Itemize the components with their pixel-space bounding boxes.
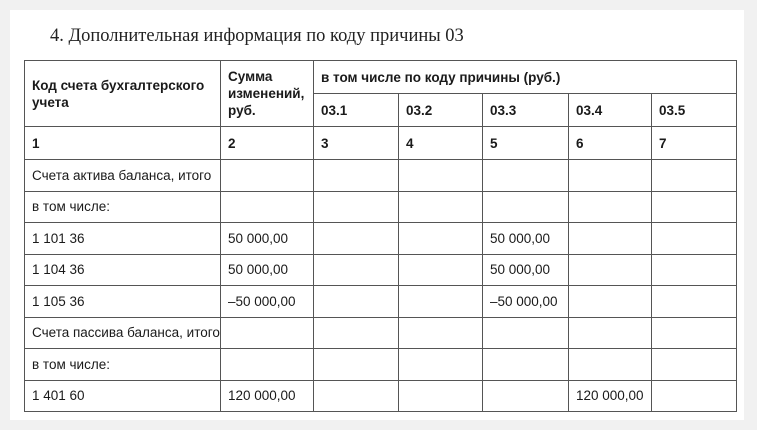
cell-03-1 bbox=[314, 191, 399, 223]
table-row bbox=[25, 191, 737, 223]
cell-sum bbox=[221, 317, 314, 349]
cell-account: в том числе: bbox=[25, 191, 221, 223]
cell-03-1 bbox=[314, 349, 399, 381]
cell-03-5 bbox=[652, 160, 737, 192]
cell-account: Счета пассива баланса, итого bbox=[25, 317, 221, 349]
cell-03-4 bbox=[569, 254, 652, 286]
cell-03-4 bbox=[569, 317, 652, 349]
cell-account: 1 105 36 bbox=[25, 286, 221, 318]
cell-03-1 bbox=[314, 254, 399, 286]
header-code-03-1: 03.1 bbox=[314, 94, 399, 127]
cell-03-1 bbox=[314, 317, 399, 349]
column-number: 1 bbox=[25, 127, 221, 160]
cell-03-1 bbox=[314, 223, 399, 255]
cell-03-2 bbox=[399, 380, 483, 412]
column-number: 7 bbox=[652, 127, 737, 160]
column-number: 3 bbox=[314, 127, 399, 160]
cell-03-3 bbox=[483, 191, 569, 223]
cell-03-2 bbox=[399, 191, 483, 223]
cell-account: 1 101 36 bbox=[25, 223, 221, 255]
cell-03-3 bbox=[483, 160, 569, 192]
header-code-03-4: 03.4 bbox=[569, 94, 652, 127]
table-row bbox=[25, 286, 737, 318]
section-title: 4. Дополнительная информация по коду причины 03 bbox=[50, 26, 464, 46]
cell-03-5 bbox=[652, 223, 737, 255]
cell-03-4 bbox=[569, 286, 652, 318]
cell-03-5 bbox=[652, 254, 737, 286]
header-code-03-3: 03.3 bbox=[483, 94, 569, 127]
cell-03-3: –50 000,00 bbox=[483, 286, 569, 318]
cell-sum: 50 000,00 bbox=[221, 223, 314, 255]
cell-account: 1 401 60 bbox=[25, 380, 221, 412]
cell-03-2 bbox=[399, 160, 483, 192]
cell-03-2 bbox=[399, 349, 483, 381]
cell-03-2 bbox=[399, 317, 483, 349]
table-row bbox=[25, 254, 737, 286]
header-code-03-5: 03.5 bbox=[652, 94, 737, 127]
cell-03-3 bbox=[483, 317, 569, 349]
cell-03-4 bbox=[569, 349, 652, 381]
table-row bbox=[25, 317, 737, 349]
cell-sum bbox=[221, 160, 314, 192]
table-row bbox=[25, 349, 737, 381]
column-number: 4 bbox=[399, 127, 483, 160]
cell-03-1 bbox=[314, 286, 399, 318]
cell-03-5 bbox=[652, 317, 737, 349]
header-reason-group: в том числе по коду причины (руб.) bbox=[314, 61, 737, 94]
column-number: 2 bbox=[221, 127, 314, 160]
cell-sum: –50 000,00 bbox=[221, 286, 314, 318]
cell-sum bbox=[221, 349, 314, 381]
cell-03-3 bbox=[483, 380, 569, 412]
cell-03-4 bbox=[569, 160, 652, 192]
cell-sum bbox=[221, 191, 314, 223]
column-number-row bbox=[25, 127, 737, 160]
cell-03-3 bbox=[483, 349, 569, 381]
cell-03-5 bbox=[652, 286, 737, 318]
cell-sum: 50 000,00 bbox=[221, 254, 314, 286]
cell-03-2 bbox=[399, 286, 483, 318]
header-code-03-2: 03.2 bbox=[399, 94, 483, 127]
cell-03-2 bbox=[399, 223, 483, 255]
document-sheet bbox=[10, 10, 744, 420]
cell-sum: 120 000,00 bbox=[221, 380, 314, 412]
cell-03-1 bbox=[314, 160, 399, 192]
table-row bbox=[25, 223, 737, 255]
cell-03-1 bbox=[314, 380, 399, 412]
cell-03-4: 120 000,00 bbox=[569, 380, 652, 412]
cell-account: в том числе: bbox=[25, 349, 221, 381]
header-row-top bbox=[25, 61, 737, 94]
header-account-code: Код счета бухгалтерского учета bbox=[25, 61, 221, 127]
header-change-sum: Сумма изменений, руб. bbox=[221, 61, 314, 127]
cell-03-5 bbox=[652, 380, 737, 412]
column-number: 5 bbox=[483, 127, 569, 160]
column-number: 6 bbox=[569, 127, 652, 160]
table-row bbox=[25, 380, 737, 412]
cell-03-3: 50 000,00 bbox=[483, 254, 569, 286]
cell-03-5 bbox=[652, 349, 737, 381]
cell-03-2 bbox=[399, 254, 483, 286]
cell-03-5 bbox=[652, 191, 737, 223]
cell-03-4 bbox=[569, 223, 652, 255]
table-row bbox=[25, 160, 737, 192]
cell-account: Счета актива баланса, итого bbox=[25, 160, 221, 192]
cell-account: 1 104 36 bbox=[25, 254, 221, 286]
cell-03-4 bbox=[569, 191, 652, 223]
cell-03-3: 50 000,00 bbox=[483, 223, 569, 255]
reason-code-table bbox=[24, 60, 737, 412]
